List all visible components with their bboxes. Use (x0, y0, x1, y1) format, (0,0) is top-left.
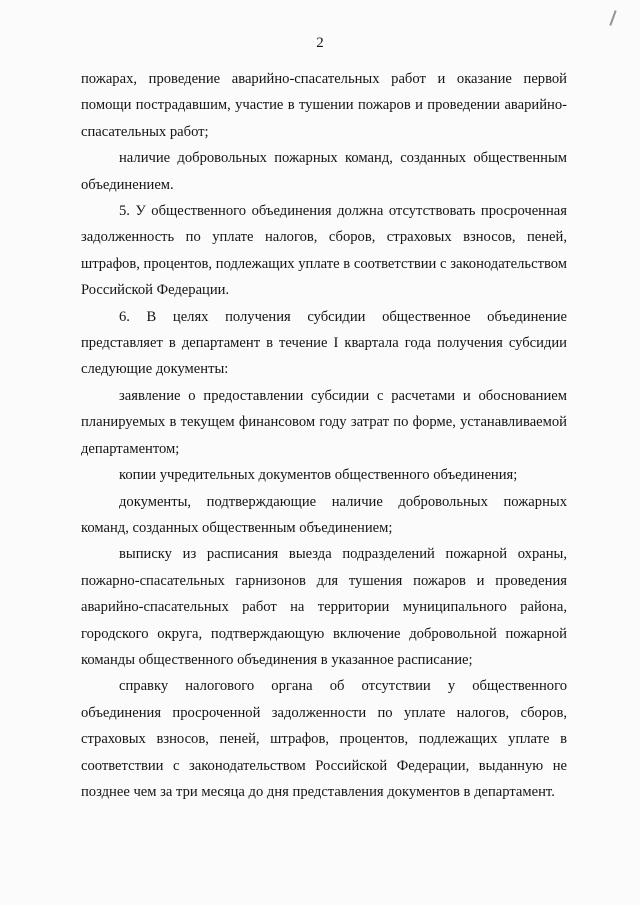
paragraph-tax-certificate: справку налогового органа об отсутствии у общественного объединения просроченной задолженности по уплате налогов, сборов, страховых взносов, пеней, штрафов, процентов, подлежащих уплате в соответствии с законодательством Российской Федерации, выданную не позднее чем за три месяца до дня представления документов в департамент. (81, 678, 567, 800)
paragraph-schedule-extract: выписку из расписания выезда подразделений пожарной охраны, пожарно-спасательных гарнизонов для тушения пожаров и проведения аварийно-спасательных работ на территории муниципального района, городского округа, подтверждающую включение добровольной пожарной команды общественного объединения в указанное расписание; (81, 546, 567, 668)
page-number: 2 (316, 35, 324, 51)
paragraph-application: заявление о предоставлении субсидии с расчетами и обоснованием планируемых в текущем финансовом году затрат по форме, устанавливаемой департаментом; (81, 387, 567, 457)
scan-artifact-mark (609, 10, 616, 26)
paragraph-item-5: 5. У общественного объединения должна отсутствовать просроченная задолженность по уплате налогов, сборов, страховых взносов, пеней, штрафов, процентов, подлежащих уплате в соответствии с законодательством Российской Федерации. (81, 203, 567, 299)
paragraph-item-6: 6. В целях получения субсидии общественное объединение представляет в департамент в течение I квартала года получения субсидии следующие документы: (81, 308, 567, 378)
paragraph-charter-copies: копии учредительных документов общественного объединения; (119, 467, 518, 484)
paragraph-volunteer-teams: наличие добровольных пожарных команд, созданных общественным объединением. (81, 150, 567, 193)
paragraph-team-documents: документы, подтверждающие наличие добровольных пожарных команд, созданных общественным объединением; (81, 493, 567, 536)
document-body (81, 66, 567, 805)
paragraph-continuation: пожарах, проведение аварийно-спасательных работ и оказание первой помощи пострадавшим, участие в тушении пожаров и проведении аварийно-спасательных работ; (81, 71, 567, 140)
